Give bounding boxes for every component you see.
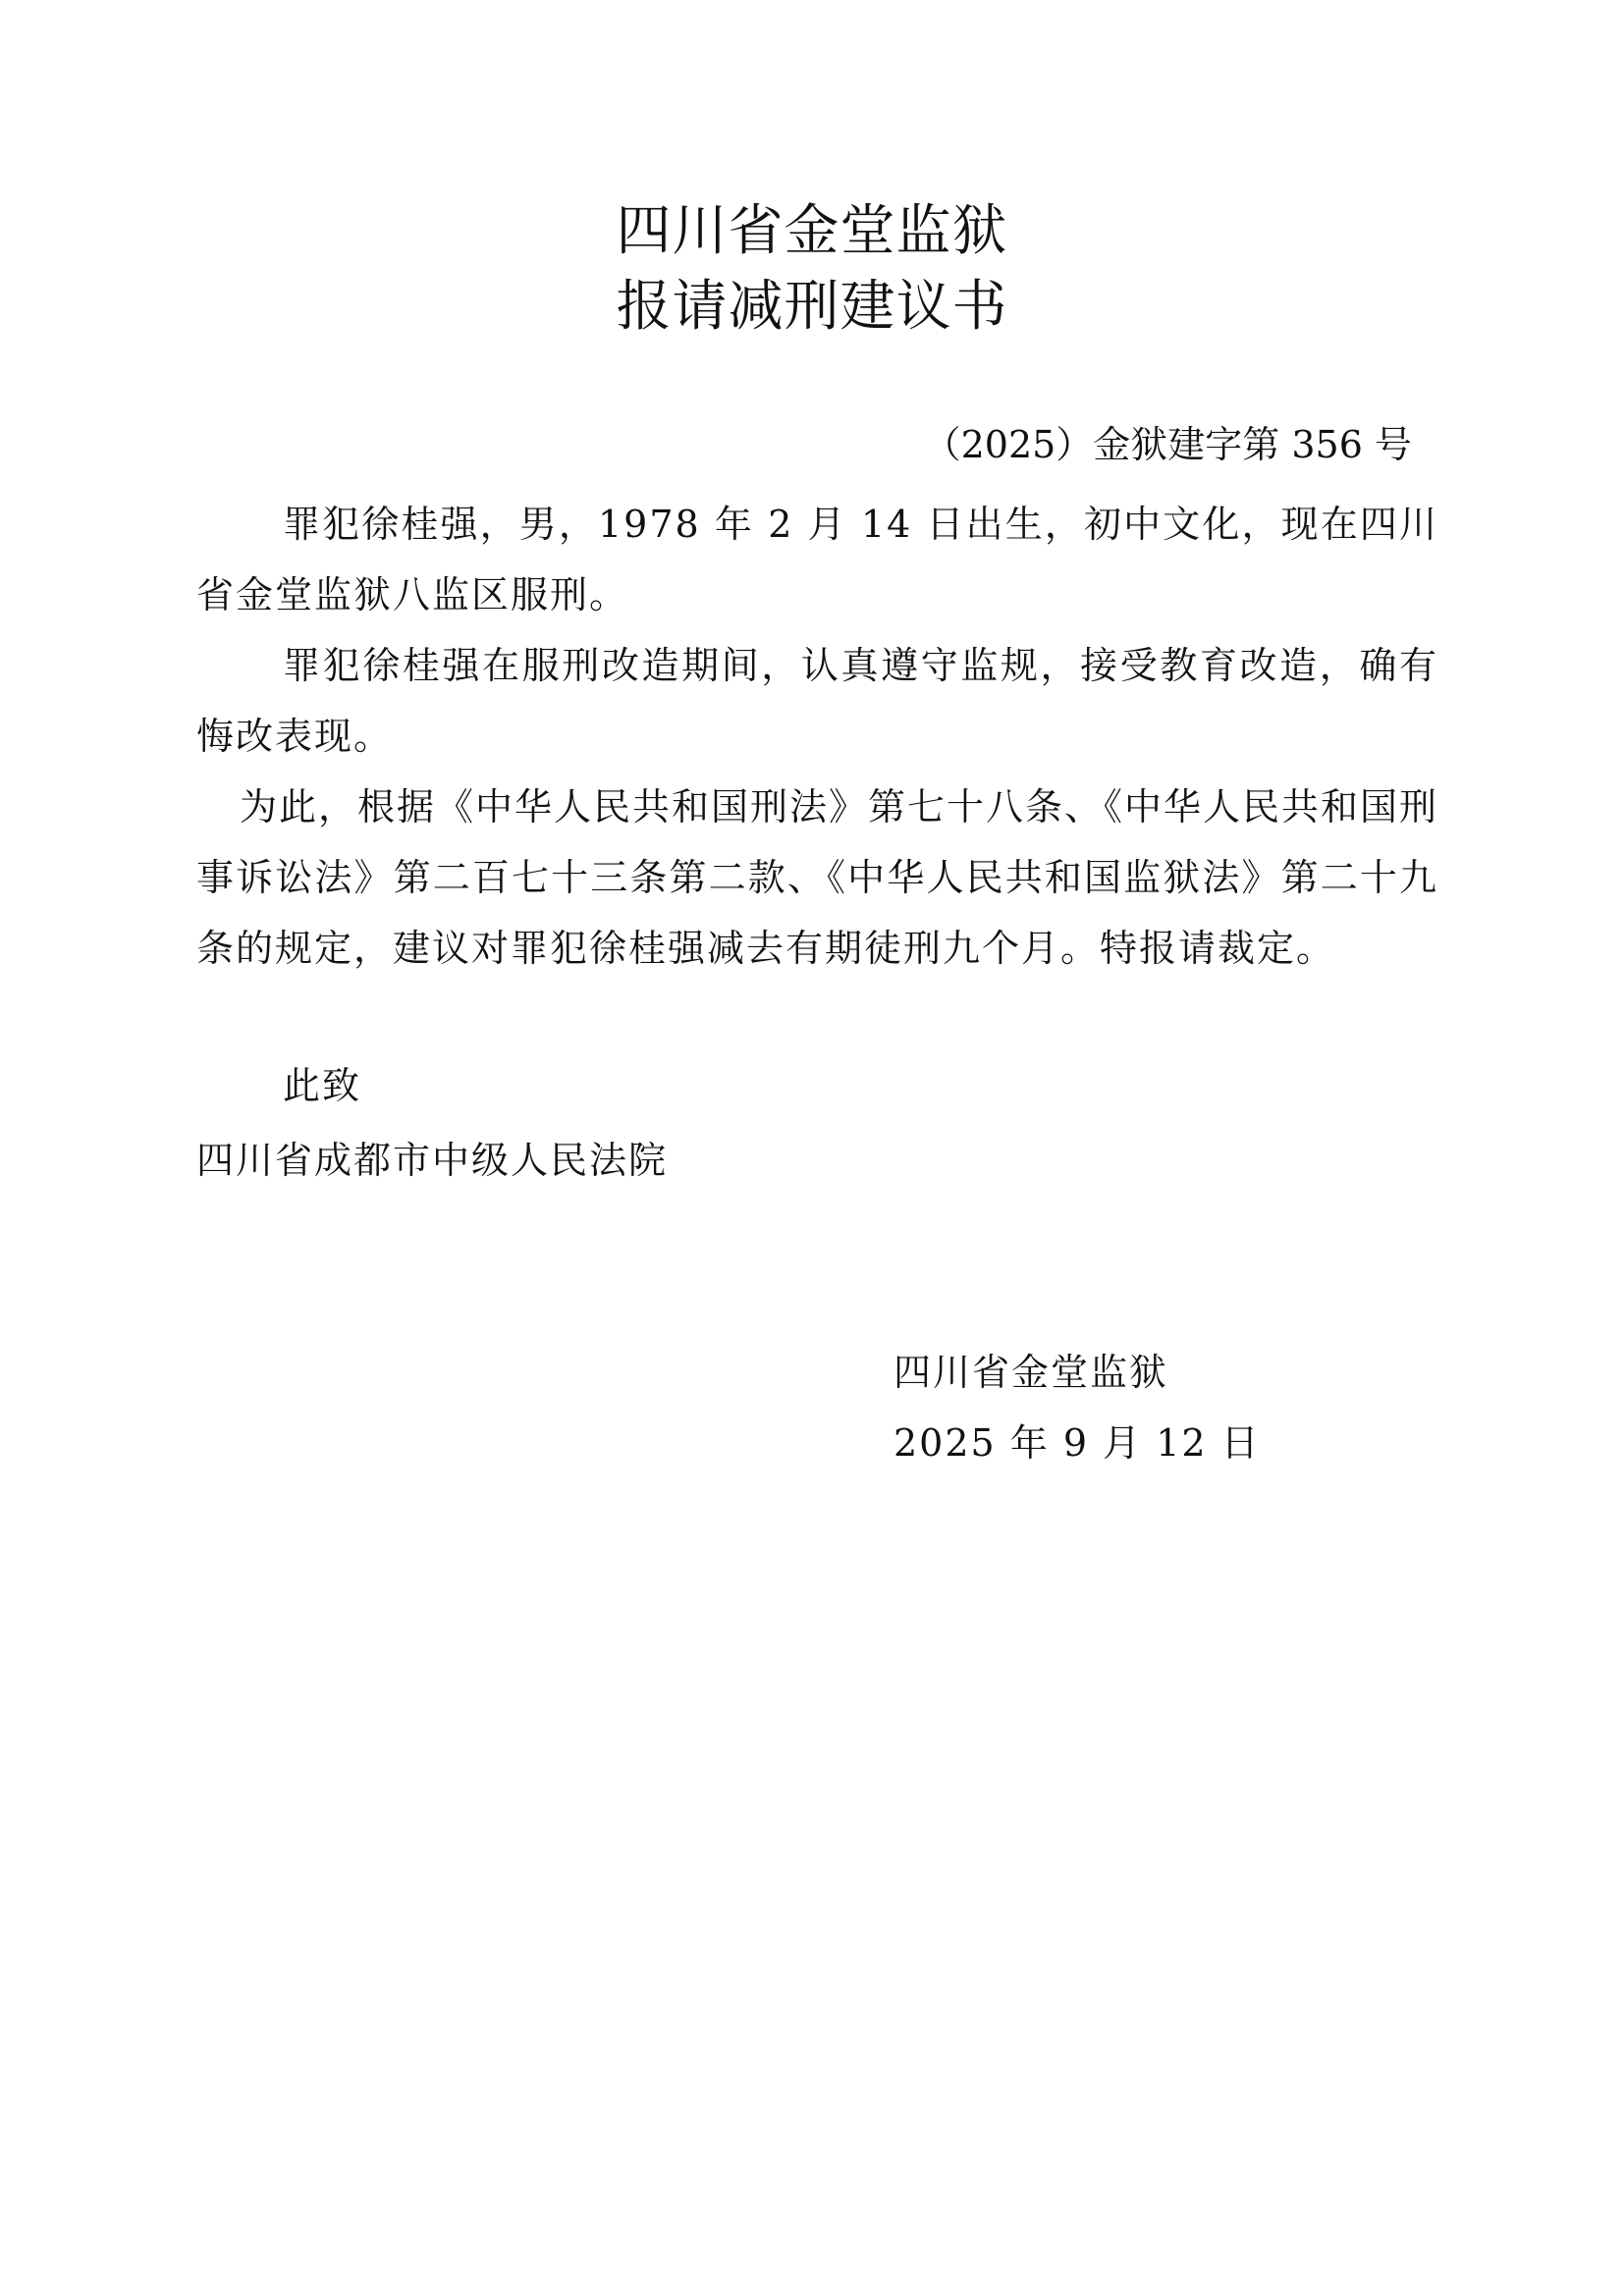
document-title-line-2: 报请减刑建议书 [616,275,1008,339]
document-title-line-1: 四川省金堂监狱 [616,199,1008,263]
salutation: 此致 [283,1064,362,1107]
signature-date: 2025 年 9 月 12 日 [893,1421,1261,1465]
paragraph-inmate-info: 罪犯徐桂强，男，1978 年 2 月 14 日出生，初中文化，现在四川省金堂监狱八监区服刑。 [196,503,1438,616]
signature-organization: 四川省金堂监狱 [893,1351,1169,1394]
paragraph-legal-basis: 为此，根据《中华人民共和国刑法》第七十八条、《中华人民共和国刑事诉讼法》第二百七十三条第二款、《中华人民共和国监狱法》第二十九条的规定，建议对罪犯徐桂强减去有期徒刑九个月。特报请裁定。 [196,785,1439,970]
paragraph-behavior: 罪犯徐桂强在服刑改造期间，认真遵守监规，接受教育改造，确有悔改表现。 [196,644,1438,758]
addressee-court: 四川省成都市中级人民法院 [196,1139,669,1182]
document-number: （2025）金狱建字第 356 号 [923,423,1412,466]
